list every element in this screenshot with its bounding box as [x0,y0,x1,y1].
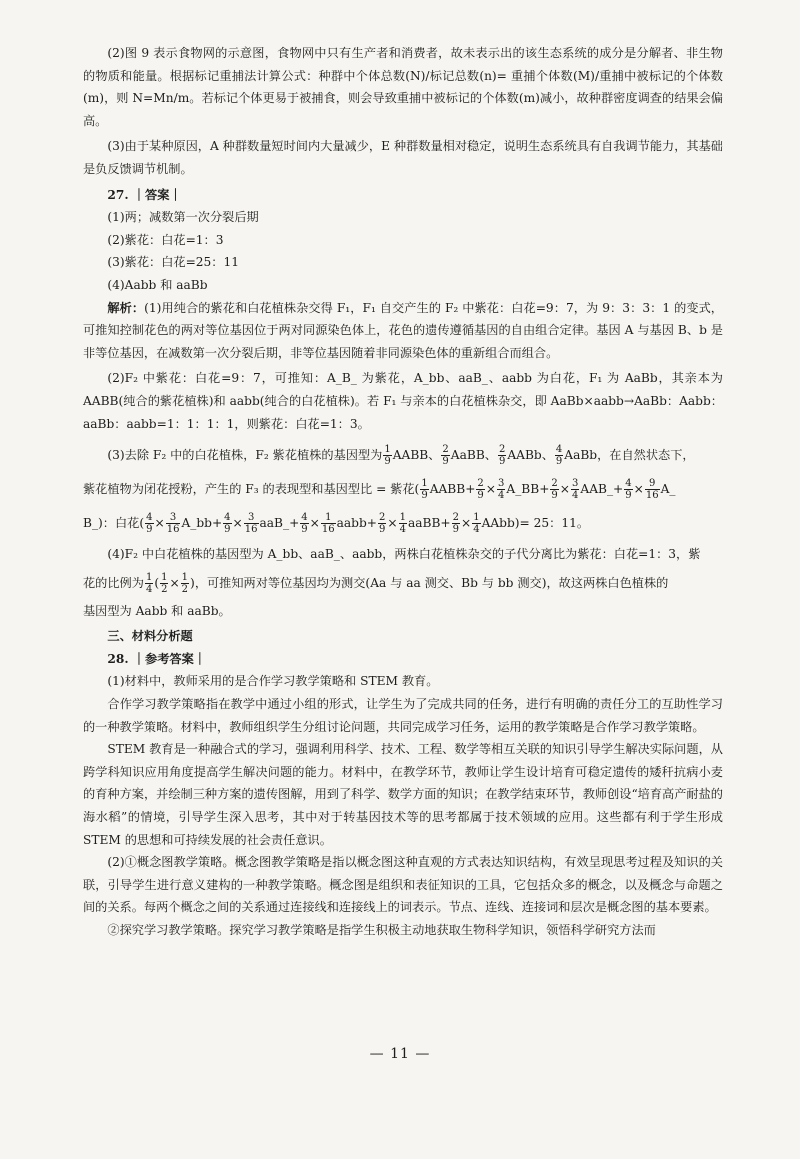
document-body [83,42,723,942]
q28-paragraph-1: (1)材料中，教师采用的是合作学习教学策略和 STEM 教育。 [107,674,439,689]
q27-analysis-4-line-1: (4)F₂ 中白花植株的基因型为 A_bb、aaB_、aabb，两株白花植株杂交的子代分离比为紫花：白花=1：3，紫 [107,547,701,562]
q26-paragraph-3: (3)由于某种原因，A 种群数量短时间内大量减少，E 种群数量相对稳定，说明生态系统具有自我调节能力，其基础是负反馈调节机制。 [83,139,723,176]
q27-answer-3: (3)紫花：白花=25：11 [107,255,240,270]
q27-analysis-3-line-2: 紫花植物为闭花授粉，产生的 F₃ 的表现型和基因型比 = 紫花( $\frac{1}{9}$ AABB+ $\frac{2}{9}$ × $\frac{3}{4}$ A_BB+ $\frac{2}{9}$ × $\frac{3}{4}$ AAB_+ $\frac{4}{9}$ × $\frac{9}{16}$ A_ [83,478,676,502]
q27-analysis-3-line-1: (3)去除 F₂ 中的白花植株，F₂ 紫花植株的基因型为 $\frac{1}{9}$ AABB、 $\frac{2}{9}$ AaBB、 $\frac{2}{9}$ AABb、 $\frac{4}{9}$ AaBb，在自然状态下， [107,444,695,468]
q27-analysis-3-line-3: B_)：白花( $\frac{4}{9}$ × $\frac{3}{16}$ A_bb+ $\frac{4}{9}$ × $\frac{3}{16}$ aaB_+ $\frac{4}{9}$ × $\frac{1}{16}$ aabb+ $\frac{2}{9}$ × $\frac{1}{4}$ aaBB+ $\frac{2}{9}$ × $\frac{1}{4}$ AAbb)= 25：11。 [83,512,590,536]
q27-analysis-1: 解析：(1)用纯合的紫花和白花植株杂交得 F₁，F₁ 自交产生的 F₂ 中紫花：白花=9：7，为 9：3：3：1 的变式，可推知控制花色的两对等位基因位于两对同源染色体上，花色的遗传遵循基因的自由组合定律。基因 A 与基因 B、b 是非等位基因，在减数第一次分裂后期，非等位基因随着非同源染色体的重新组合而组合。 [83,300,723,360]
analysis-label: 解析： [107,300,145,315]
q27-answer-2: (2)紫花：白花=1：3 [107,232,224,247]
q27-heading: 27. ｜答案｜ [107,187,182,202]
section-heading: 三、材料分析题 [107,629,193,644]
q28-heading: 28. ｜参考答案｜ [107,651,206,666]
q27-answer-4: (4)Aabb 和 aaBb [107,277,208,292]
q27-analysis-4-line-2: 花的比例为 $\frac{1}{4}$ ( $\frac{1}{2}$ × $\frac{1}{2}$ )，可推知两对等位基因均为测交(Aa 与 aa 测交、Bb 与 bb 测交)，故这两株白色植株的 [83,571,669,595]
q28-paragraph-3: STEM 教育是一种融合式的学习，强调利用科学、技术、工程、数学等相互关联的知识引导学生解决实际问题，从跨学科知识应用角度提高学生解决问题的能力。材料中，在教学环节，教师让学生设计培育可稳定遗传的矮秆抗病小麦的育种方案，并绘制三种方案的遗传图解，用到了科学、数学方面的知识；在教学结束环节，教师创设“培育高产耐盐的海水稻”的情境，引导学生深入思考，其中对于转基因技术等的思考都属于技术领域的应用。这些都有利于学生形成 STEM 的思想和可持续发展的社会责任意识。 [83,742,723,847]
page-number: — 11 — [369,1046,431,1062]
q26-paragraph-2: (2)图 9 表示食物网的示意图，食物网中只有生产者和消费者，故未表示出的该生态系统的成分是分解者、非生物的物质和能量。根据标记重捕法计算公式：种群中个体总数(N)/标记总数(n)= 重捕个体数(M)/重捕中被标记的个体数(m)，则 N=Mn/m。若标记个体更易于被捕食，则会导致重捕中被标记的个体数(m)减小，故种群密度调查的结果会偏高。 [83,46,723,128]
q28-paragraph-5: ②探究学习教学策略。探究学习教学策略是指学生积极主动地获取生物科学知识，领悟科学研究方法而 [107,923,656,937]
q27-answer-1: (1)两；减数第一次分裂后期 [107,210,259,225]
q27-analysis-4-line-3: 基因型为 Aabb 和 aaBb。 [83,603,231,618]
q27-analysis-2: (2)F₂ 中紫花：白花=9：7，可推知：A_B_ 为紫花，A_bb、aaB_、aabb 为白花，F₁ 为 AaBb，其亲本为 AABB(纯合的紫花植株)和 aabb(纯合的白花植株)。若 F₁ 与亲本的白花植株杂交，即 AaBb×aabb→AaBb：Aabb：aaBb：aabb=1：1：1：1，则紫花：白花=1：3。 [83,371,723,431]
q28-paragraph-4: (2)①概念图教学策略。概念图教学策略是指以概念图这种直观的方式表达知识结构，有效呈现思考过程及知识的关联，引导学生进行意义建构的一种教学策略。概念图是组织和表征知识的工具，它包括众多的概念，以及概念与命题之间的关系。每两个概念之间的关系通过连接线和连接线上的词表示。节点、连线、连接词和层次是概念图的基本要素。 [83,855,723,915]
q28-paragraph-2: 合作学习教学策略指在教学中通过小组的形式，让学生为了完成共同的任务，进行有明确的责任分工的互助性学习的一种教学策略。材料中，教师组织学生分组讨论问题，共同完成学习任务，运用的教学策略是合作学习教学策略。 [83,697,723,734]
